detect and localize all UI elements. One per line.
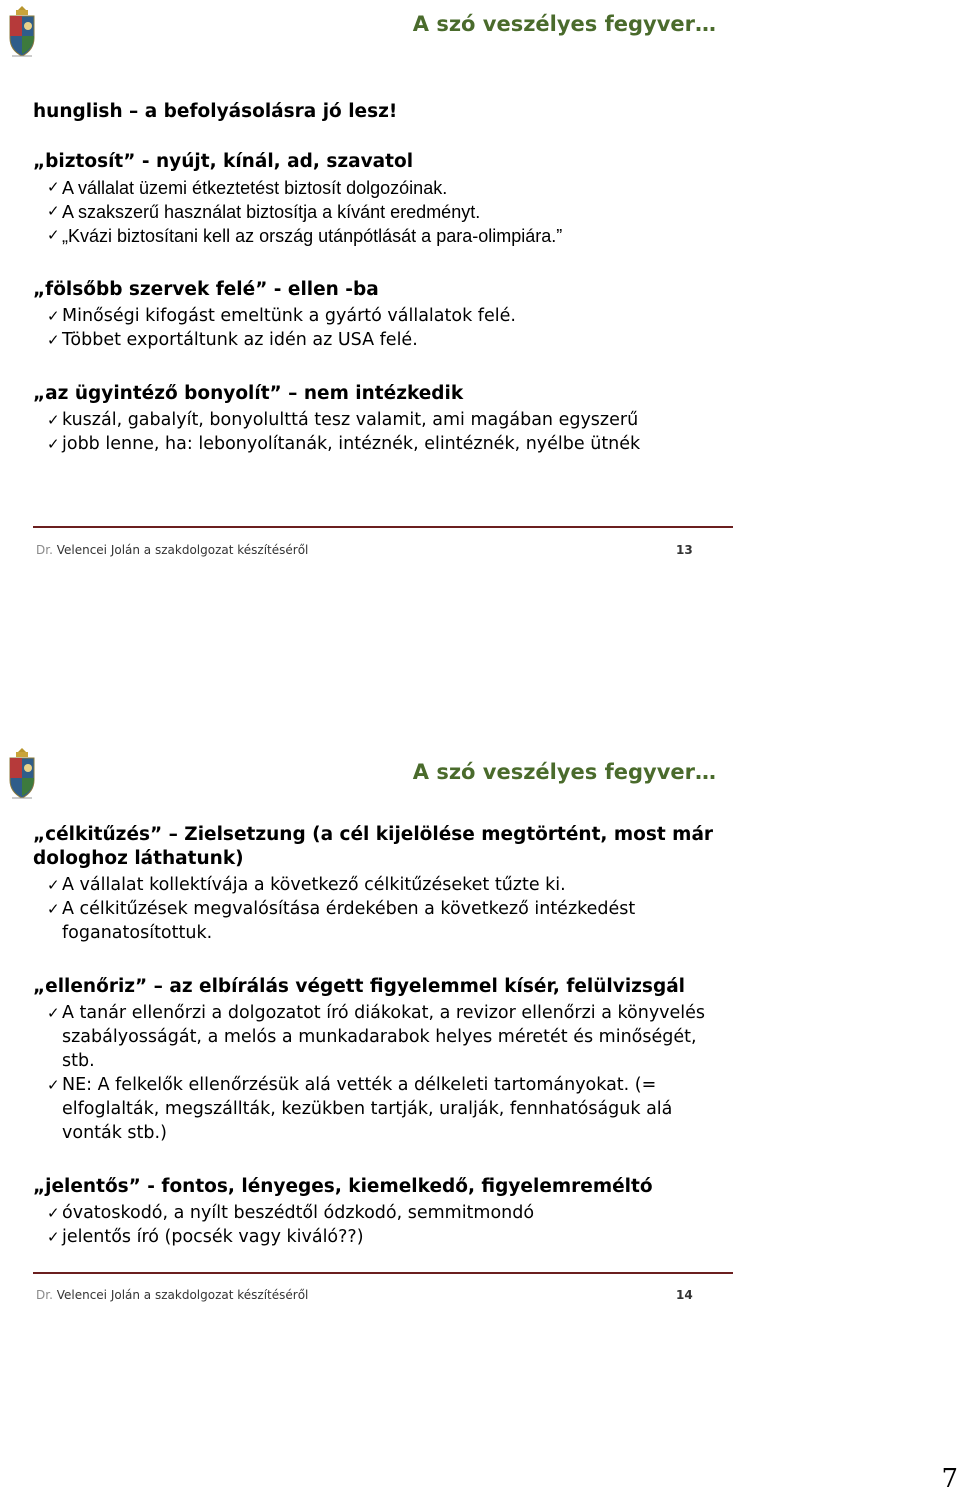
section-felsobb bbox=[33, 278, 733, 352]
list-item-text: A célkitűzések megvalósítása érdekében a következő intézkedést foganatosítottuk. bbox=[62, 899, 636, 943]
bullet-list bbox=[33, 1201, 733, 1249]
section-ellenoriz bbox=[33, 975, 733, 1145]
university-crest-icon bbox=[6, 4, 38, 60]
section-heading: „fölsőbb szervek felé” - ellen -ba bbox=[33, 279, 379, 300]
section-hunglish bbox=[33, 100, 733, 124]
slide-13 bbox=[0, 0, 960, 580]
list-item bbox=[33, 1073, 733, 1145]
section-heading: „biztosít” - nyújt, kínál, ad, szavatol bbox=[33, 151, 414, 172]
bullet-list bbox=[33, 873, 733, 945]
list-item bbox=[33, 873, 733, 897]
check-icon: ✓ bbox=[47, 411, 60, 429]
check-icon: ✓ bbox=[47, 1204, 60, 1222]
list-item bbox=[33, 432, 733, 456]
footer-author-text: Velencei Jolán a szakdolgozat készítéséről bbox=[52, 1288, 309, 1302]
list-item bbox=[33, 408, 733, 432]
slide-content bbox=[33, 100, 733, 486]
list-item-text: Többet exportáltunk az idén az USA felé. bbox=[62, 330, 418, 350]
list-item bbox=[33, 328, 733, 352]
list-item bbox=[33, 1201, 733, 1225]
check-icon: ✓ bbox=[47, 331, 60, 349]
list-item bbox=[33, 1225, 733, 1249]
slide-number: 14 bbox=[676, 1288, 693, 1302]
section-heading: hunglish – a befolyásolásra jó lesz! bbox=[33, 101, 398, 122]
list-item bbox=[33, 1001, 733, 1073]
check-icon: ✓ bbox=[47, 179, 60, 196]
footer-author-prefix: Dr. bbox=[36, 543, 53, 557]
section-jelentos bbox=[33, 1175, 733, 1249]
footer-author bbox=[36, 1288, 308, 1302]
section-heading: „jelentős” - fontos, lényeges, kiemelkedő, figyelemreméltó bbox=[33, 1176, 653, 1197]
list-item bbox=[33, 897, 733, 945]
check-icon: ✓ bbox=[47, 203, 60, 220]
check-icon: ✓ bbox=[47, 435, 60, 453]
bullet-list bbox=[33, 304, 733, 352]
bullet-list bbox=[33, 408, 733, 456]
page-number: 7 bbox=[941, 1464, 958, 1494]
footer-author-text: Velencei Jolán a szakdolgozat készítéséről bbox=[52, 543, 309, 557]
section-heading: „ellenőriz” – az elbírálás végett figyelemmel kísér, felülvizsgál bbox=[33, 976, 686, 997]
section-celkituzes bbox=[33, 823, 733, 945]
check-icon: ✓ bbox=[47, 1228, 60, 1246]
list-item-text: NE: A felkelők ellenőrzésük alá vették a délkeleti tartományokat. (= elfoglalták, megszállták, kezükben tartják, uralják, fennhatóságuk alá vonták stb.) bbox=[62, 1075, 673, 1143]
slide-title: A szó veszélyes fegyver… bbox=[412, 760, 716, 784]
list-item-text: jobb lenne, ha: lebonyolítanák, intéznék, elintéznék, nyélbe ütnék bbox=[62, 434, 641, 454]
footer-author bbox=[36, 543, 308, 557]
list-item-text: A szakszerű használat biztosítja a kívánt eredményt. bbox=[62, 202, 481, 222]
check-icon: ✓ bbox=[47, 876, 60, 894]
list-item bbox=[33, 176, 733, 200]
check-icon: ✓ bbox=[47, 900, 60, 918]
list-item bbox=[33, 200, 733, 224]
check-icon: ✓ bbox=[47, 1004, 60, 1022]
list-item-text: A vállalat kollektívája a következő célkitűzéseket tűzte ki. bbox=[62, 875, 566, 895]
slide-14 bbox=[0, 740, 960, 1320]
footer-rule bbox=[33, 1272, 733, 1274]
bullet-list bbox=[33, 1001, 733, 1145]
check-icon: ✓ bbox=[47, 227, 60, 244]
section-ugyintezo bbox=[33, 382, 733, 456]
list-item-text: jelentős író (pocsék vagy kiváló??) bbox=[62, 1227, 364, 1247]
list-item-text: A vállalat üzemi étkeztetést biztosít dolgozóinak. bbox=[62, 178, 448, 198]
list-item bbox=[33, 304, 733, 328]
list-item-text: óvatoskodó, a nyílt beszédtől ódzkodó, semmitmondó bbox=[62, 1203, 535, 1223]
section-heading: „az ügyintéző bonyolít” – nem intézkedik bbox=[33, 383, 464, 404]
section-biztosit bbox=[33, 150, 733, 248]
university-crest-icon bbox=[6, 746, 38, 802]
check-icon: ✓ bbox=[47, 1076, 60, 1094]
bullet-list bbox=[33, 176, 733, 248]
list-item-text: Minőségi kifogást emeltünk a gyártó vállalatok felé. bbox=[62, 306, 516, 326]
list-item-text: „Kvázi biztosítani kell az ország utánpótlását a para-olimpiára.” bbox=[62, 226, 563, 246]
list-item bbox=[33, 224, 733, 248]
section-heading: „célkitűzés” – Zielsetzung (a cél kijelölése megtörtént, most már dologhoz láthatunk) bbox=[33, 824, 714, 869]
list-item-text: A tanár ellenőrzi a dolgozatot író diákokat, a revizor ellenőrzi a könyvelés szabályosságát, a melós a munkadarabok helyes méretét és minőségét, stb. bbox=[62, 1003, 706, 1071]
footer-author-prefix: Dr. bbox=[36, 1288, 53, 1302]
check-icon: ✓ bbox=[47, 307, 60, 325]
slide-number: 13 bbox=[676, 543, 693, 557]
list-item-text: kuszál, gabalyít, bonyolulttá tesz valamit, ami magában egyszerű bbox=[62, 410, 639, 430]
slide-title: A szó veszélyes fegyver… bbox=[412, 12, 716, 36]
footer-rule bbox=[33, 526, 733, 528]
slide-content bbox=[33, 823, 733, 1279]
